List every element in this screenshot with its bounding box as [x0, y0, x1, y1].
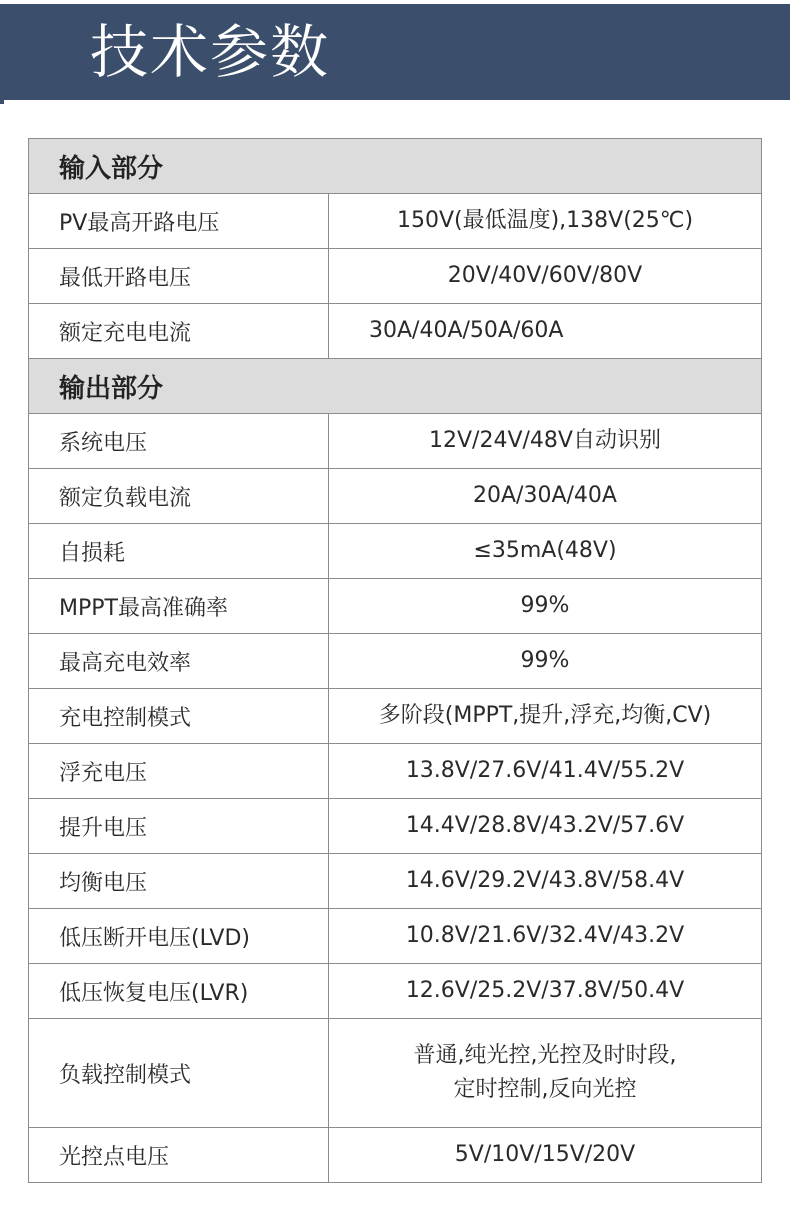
row-label: 负载控制模式: [29, 1019, 329, 1128]
row-value: 30A/40A/50A/60A: [329, 304, 762, 359]
row-label: 均衡电压: [29, 854, 329, 909]
table-row: [29, 909, 762, 964]
row-value: 20V/40V/60V/80V: [329, 249, 762, 304]
spec-table: [28, 138, 762, 1183]
row-label: 充电控制模式: [29, 689, 329, 744]
row-value: 13.8V/27.6V/41.4V/55.2V: [329, 744, 762, 799]
row-label: 浮充电压: [29, 744, 329, 799]
table-row: [29, 414, 762, 469]
row-value: ≤35mA(48V): [329, 524, 762, 579]
row-label: 最高充电效率: [29, 634, 329, 689]
row-value: 20A/30A/40A: [329, 469, 762, 524]
table-row: [29, 1128, 762, 1183]
row-label: 低压恢复电压(LVR): [29, 964, 329, 1019]
table-row: [29, 634, 762, 689]
row-label: 自损耗: [29, 524, 329, 579]
page-title: 技术参数: [90, 18, 331, 86]
table-row: [29, 579, 762, 634]
row-value: 12.6V/25.2V/37.8V/50.4V: [329, 964, 762, 1019]
table-row: [29, 304, 762, 359]
table-row: [29, 194, 762, 249]
row-label: 最低开路电压: [29, 249, 329, 304]
table-row: [29, 964, 762, 1019]
row-label: PV最高开路电压: [29, 194, 329, 249]
row-value: 5V/10V/15V/20V: [329, 1128, 762, 1183]
table-row: [29, 469, 762, 524]
row-value-line: 普通,纯光控,光控及时时段,: [413, 1043, 677, 1068]
row-label: 提升电压: [29, 799, 329, 854]
row-value-line: 定时控制,反向光控: [453, 1077, 637, 1102]
table-row: [29, 1019, 762, 1128]
row-label: MPPT最高准确率: [29, 579, 329, 634]
row-value: 多阶段(MPPT,提升,浮充,均衡,CV): [329, 689, 762, 744]
table-row: [29, 249, 762, 304]
row-value: 99%: [329, 634, 762, 689]
title-banner: [4, 4, 790, 100]
row-label: 额定负载电流: [29, 469, 329, 524]
section-title: 输出部分: [29, 359, 762, 414]
row-value: 14.6V/29.2V/43.8V/58.4V: [329, 854, 762, 909]
section-title: 输入部分: [29, 139, 762, 194]
section-header-input: [29, 139, 762, 194]
row-value: 12V/24V/48V自动识别: [329, 414, 762, 469]
table-row: [29, 799, 762, 854]
row-label: 光控点电压: [29, 1128, 329, 1183]
row-value: 14.4V/28.8V/43.2V/57.6V: [329, 799, 762, 854]
row-label: 低压断开电压(LVD): [29, 909, 329, 964]
row-value: 10.8V/21.6V/32.4V/43.2V: [329, 909, 762, 964]
row-label: 额定充电电流: [29, 304, 329, 359]
row-value: 150V(最低温度),138V(25℃): [329, 194, 762, 249]
table-row: [29, 689, 762, 744]
table-row: [29, 744, 762, 799]
row-label: 系统电压: [29, 414, 329, 469]
banner-accent: [0, 4, 4, 104]
table-row: [29, 854, 762, 909]
section-header-output: [29, 359, 762, 414]
row-value: [329, 1019, 762, 1128]
row-value: 99%: [329, 579, 762, 634]
table-row: [29, 524, 762, 579]
